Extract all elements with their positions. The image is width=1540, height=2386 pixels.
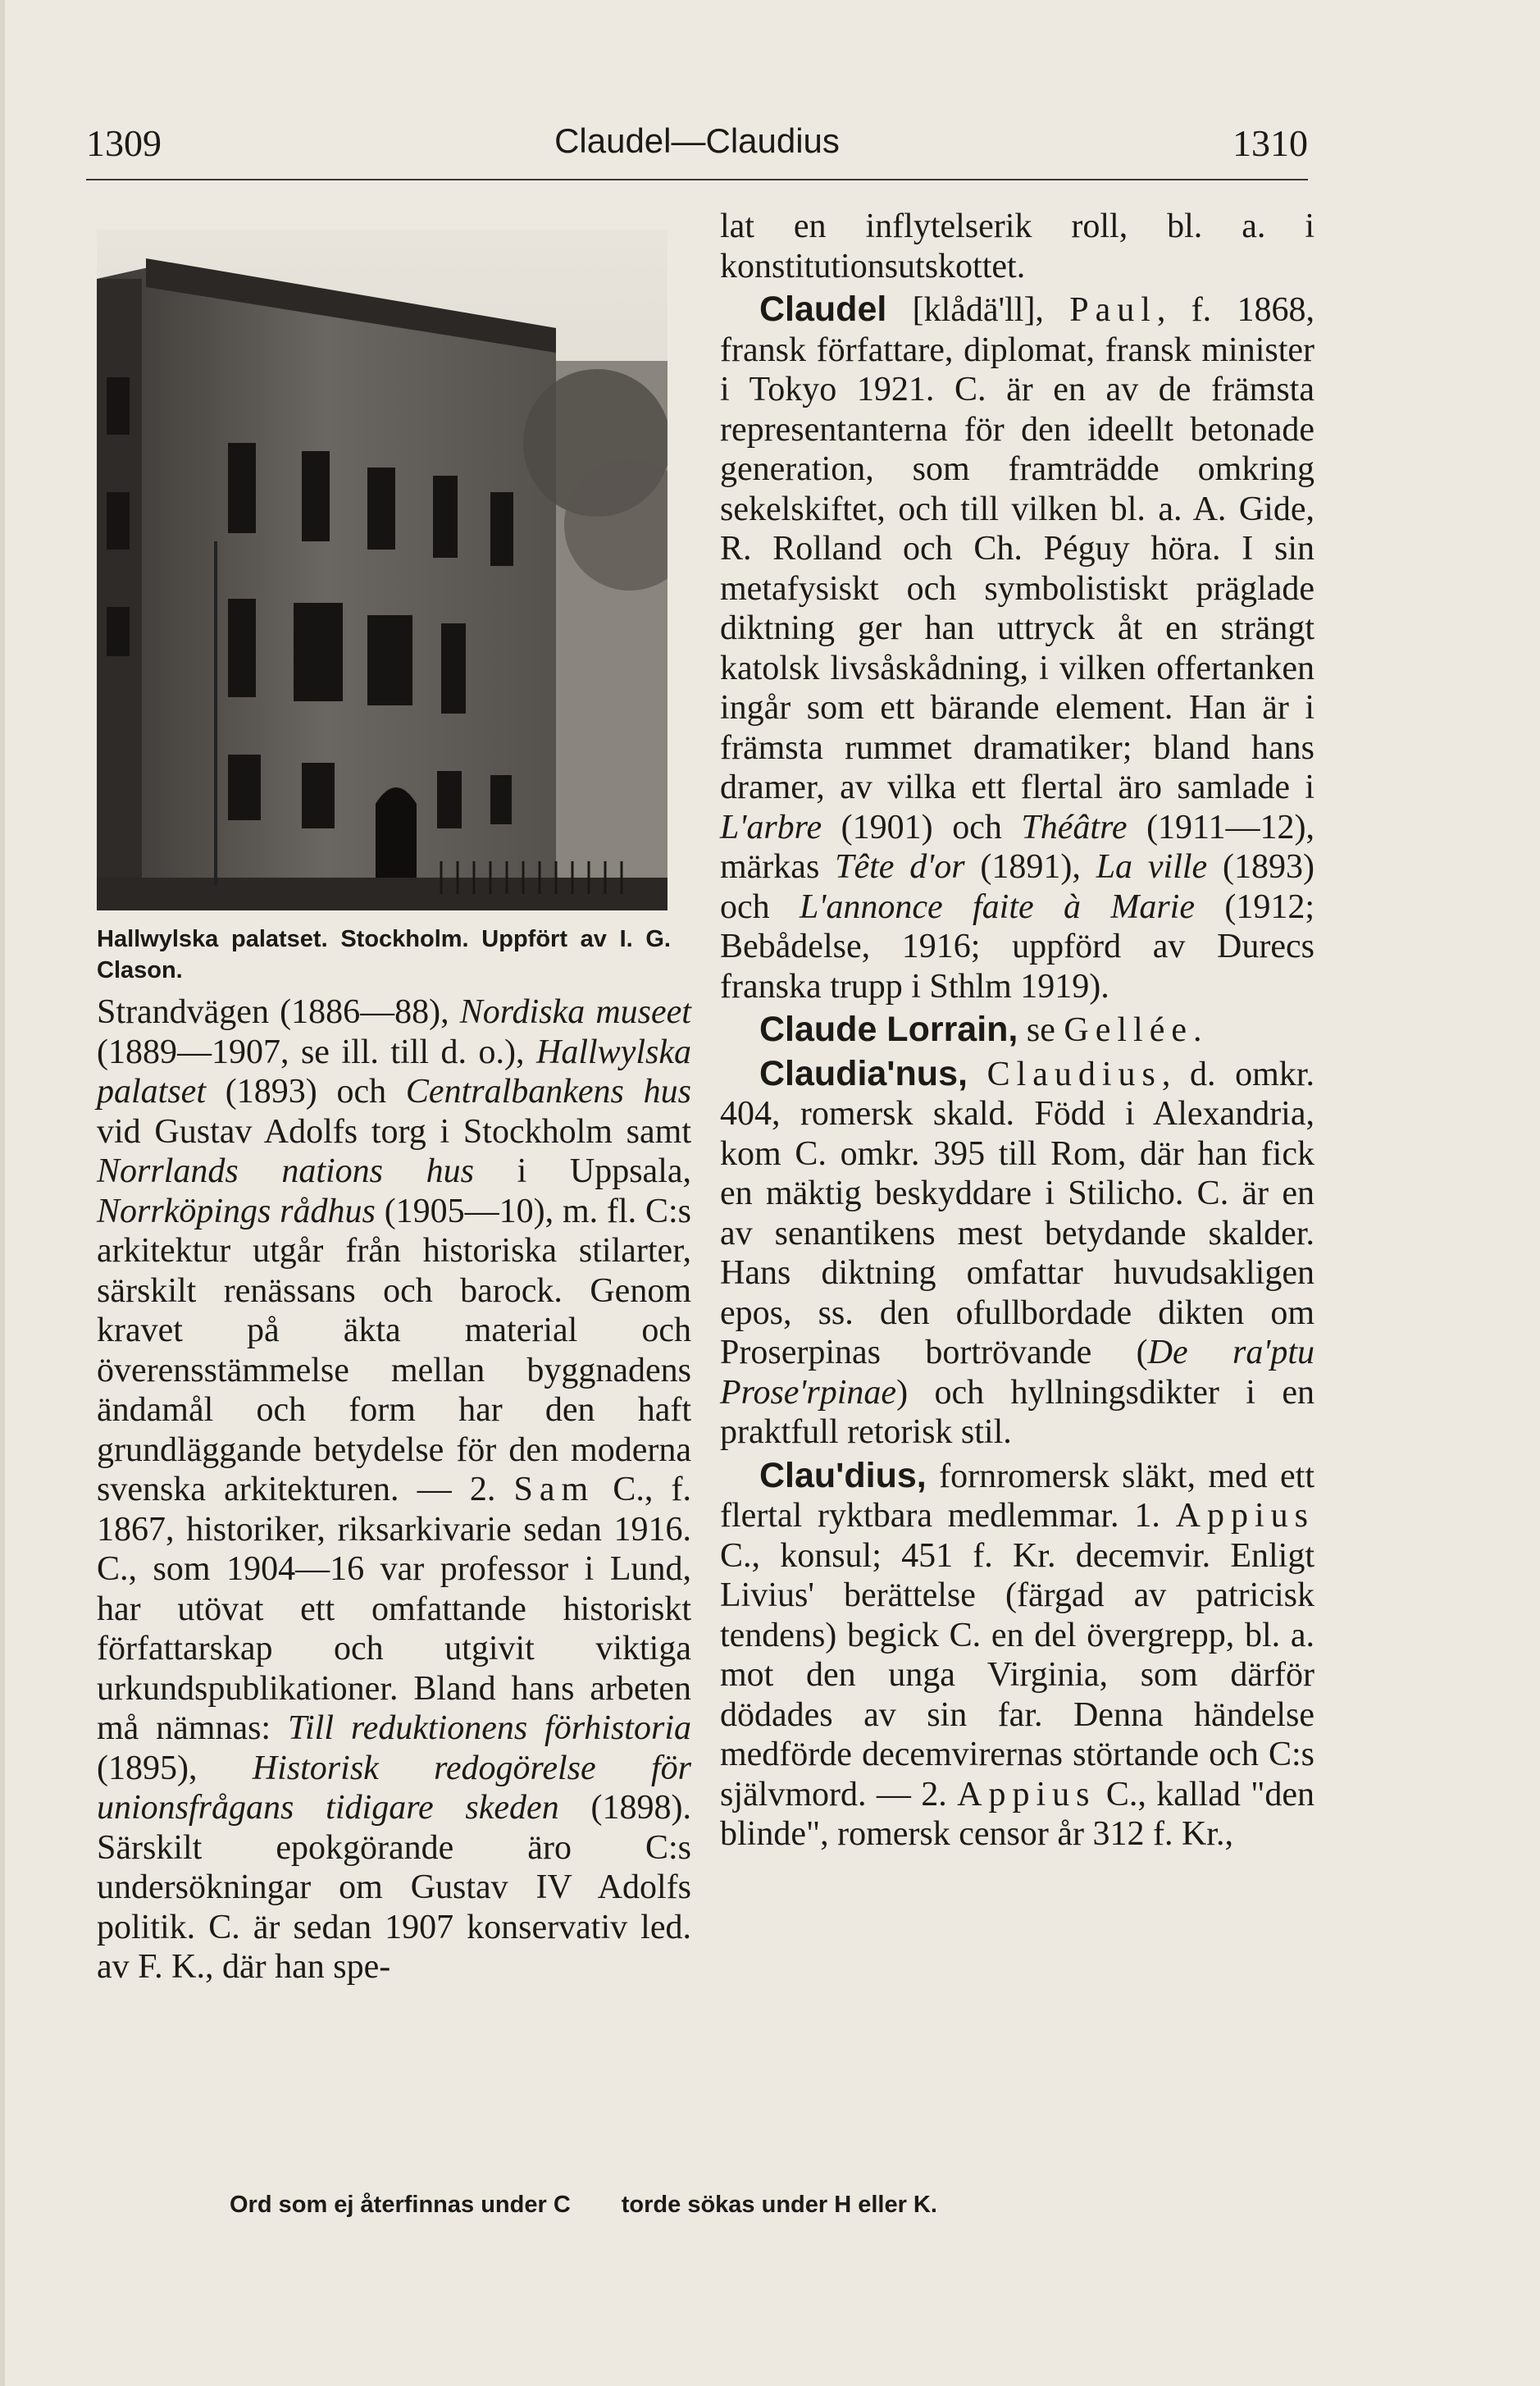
headword-claudel: Claudel: [759, 290, 887, 329]
right-column: [720, 207, 1314, 1855]
page-title: Claudel—Claudius: [554, 121, 840, 160]
header-rule: [86, 179, 1308, 180]
left-column: [97, 992, 691, 1987]
page-edge: [0, 0, 5, 2386]
running-header: [86, 121, 1308, 171]
footer-right: torde sökas under H eller K.: [621, 2192, 937, 2218]
headword-claudianus: Claudia'nus,: [759, 1053, 968, 1093]
footer-note: [230, 2192, 1296, 2219]
entry-claudianus: Claudia'nus, Claudius, d. omkr. 404, romersk skald. Född i Alexandria, kom C. omkr. 395 till Rom, där han fick en mäktig beskyddare i Stilicho. C. är en av senantikens mest betydande skalder. Hans diktning omfattar huvudsakligen epos, ss. den ofullbordade dikten om Proserpinas bortrövande (De ra'ptu Prose'rpinae) och hyllningsdikter i en praktfull retorisk stil.: [720, 1053, 1315, 1451]
headword-claudius: Clau'dius,: [759, 1455, 927, 1495]
entry-claude-lorrain: Claude Lorrain, se Gellée.: [759, 1010, 1202, 1049]
page-number-left: 1309: [86, 122, 162, 164]
entry-claudel-paul: Claudel [klådä'll], Paul, f. 1868, fransk författare, diplomat, fransk minister i Tokyo 1921. C. är en av de främsta representanterna för den ideellt betonade generation, som framträdde omkring sekelskiftet, och till vilken bl. a. A. Gide, R. Rolland och Ch. Péguy höra. I sin metafysiskt och symbolistiskt präglade diktning ger han uttryck åt en strängt katolsk livsåskådning, i vilken offertanken ingår som ett bärande element. Han är i främsta rummet dramatiker; bland hans dramer, av vilka ett flertal äro samlade i L'arbre (1901) och Théâtre (1911—12), märkas Tête d'or (1891), La ville (1893) och L'annonce faite à Marie (1912; Bebådelse, 1916; uppförd av Durecs franska trupp i Sthlm 1919).: [720, 290, 1314, 1006]
hallwylska-palace-photo: [97, 230, 667, 910]
headword-claude-lorrain: Claude Lorrain,: [759, 1010, 1018, 1049]
building-illustration: [97, 230, 667, 910]
entry-claudius: Clau'dius, fornromersk släkt, med ett flertal ryktbara medlemmar. 1. Appius C., konsul; 451 f. Kr. decemvir. Enligt Livius' berättelse (färgad av patricisk tendens) begick C. en del övergrepp, bl. a. mot den unga Virginia, som därför dödades av sin far. Denna händelse medförde decemvirernas störtande och C:s självmord. — 2. Appius C., kallad "den blinde", romersk censor år 312 f. Kr.,: [720, 1455, 1315, 1853]
footer-left: Ord som ej återfinnas under C: [230, 2192, 571, 2218]
left-column-text: Strandvägen (1886—88), Nordiska museet (1889—1907, se ill. till d. o.), Hallwylska palatset (1893) och Centralbankens hus vid Gustav Adolfs torg i Stockholm samt Norrlands nations hus i Uppsala, Norrköpings rådhus (1905—10), m. fl. C:s arkitektur utgår från historiska stilarter, särskilt renässans och barock. Genom kravet på äkta material och överensstämmelse mellan byggnadens ändamål och form har den haft grundläggande betydelse för den moderna svenska arkitekturen. — 2. Sam C., f. 1867, historiker, riksarkivarie sedan 1916. C., som 1904—16 var professor i Lund, har utövat ett omfattande historiskt författarskap och utgivit viktiga urkundspublikationer. Bland hans arbeten må nämnas: Till reduktionens förhistoria (1895), Historisk redogörelse för unionsfrågans tidigare skeden (1898). Särskilt epokgörande äro C:s undersökningar om Gustav IV Adolfs politik. C. är sedan 1907 konservativ led. av F. K., där han spe-: [97, 993, 692, 1986]
entry-continuation: lat en inflytelserik roll, bl. a. i konstitutionsutskottet.: [720, 208, 1314, 285]
figure-caption: Hallwylska palatset. Stockholm. Uppfört av I. G. Clason.: [97, 926, 671, 983]
page-number-right: 1310: [1232, 122, 1308, 164]
